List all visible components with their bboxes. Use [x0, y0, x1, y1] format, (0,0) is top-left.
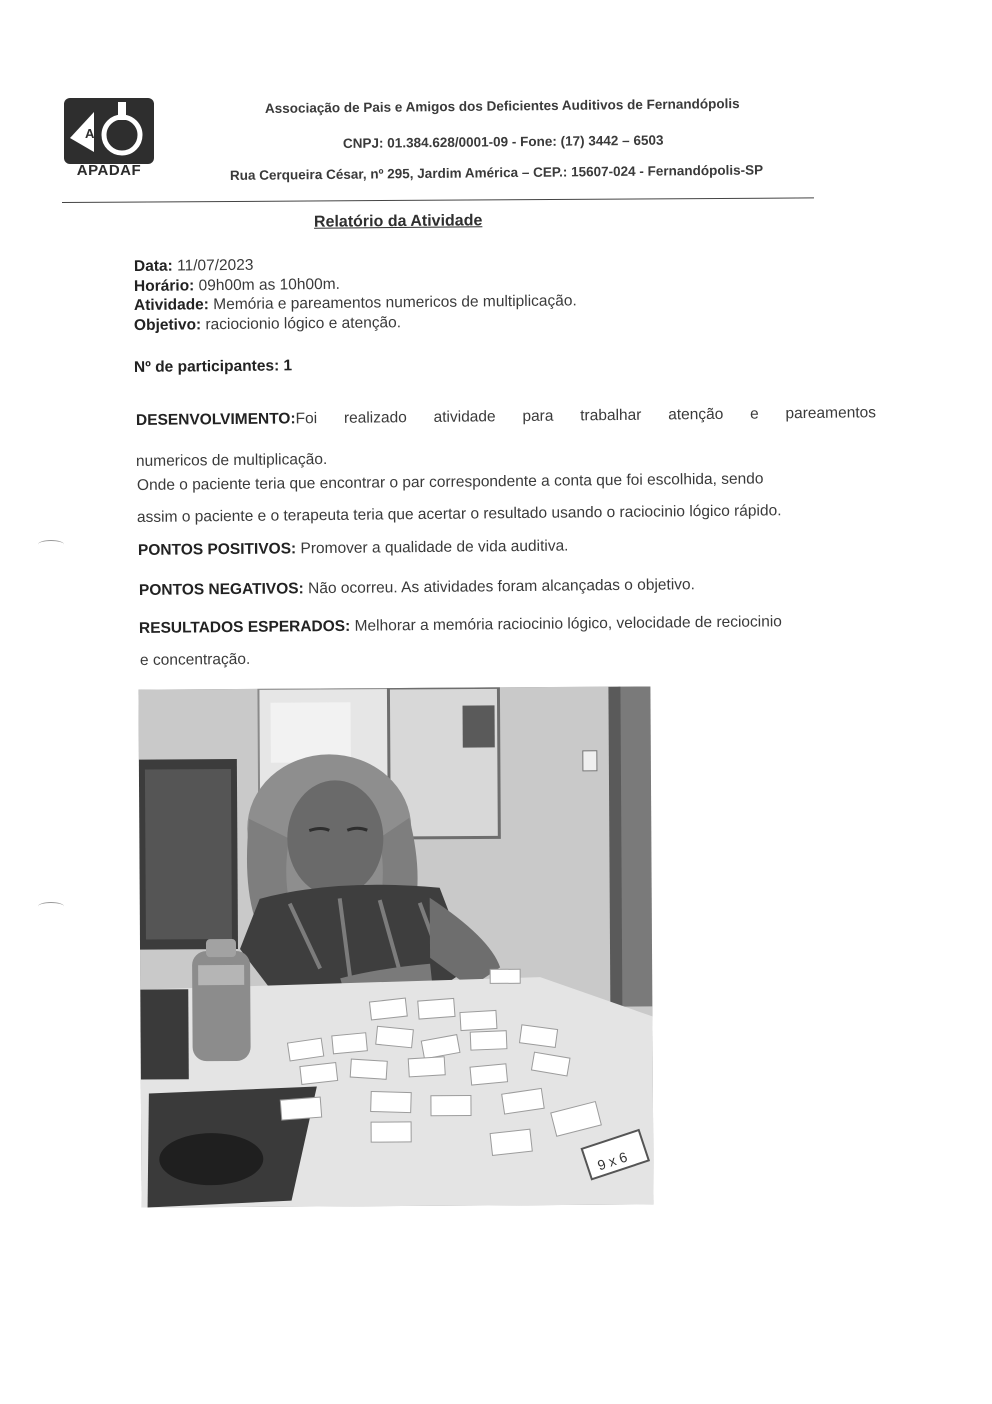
resultados-esperados-line-2: e concentração.: [139, 650, 251, 669]
pontos-negativos-label: PONTOS NEGATIVOS:: [138, 580, 304, 599]
field-data-value: 11/07/2023: [176, 256, 254, 275]
organization-name: Associação de Pais e Amigos dos Deficientes Auditivos de Fernandópolis: [264, 96, 740, 116]
pontos-positivos-label: PONTOS POSITIVOS:: [137, 540, 297, 559]
onde-paragraph: Onde o paciente teria que encontrar o par correspondente a conta que foi escolhida, sendo: [136, 470, 764, 494]
pontos-negativos: [139, 576, 695, 600]
desenvolvimento-line-2: numericos de multiplicação.: [135, 450, 328, 470]
activity-photo: [138, 686, 653, 1207]
field-participantes: Nº de participantes: 1: [133, 357, 293, 376]
field-objetivo-value: raciocionio lógico e atenção.: [205, 314, 402, 334]
scan-margin-mark: [38, 902, 64, 911]
pontos-positivos: [138, 537, 569, 560]
desenvolvimento-text: Foi realizado atividade para trabalhar atenção e pareamentos: [295, 404, 877, 428]
field-horario-value: 09h00m as 10h00m.: [198, 275, 341, 295]
desenvolvimento-label: DESENVOLVIMENTO:: [135, 410, 296, 429]
field-data: [134, 257, 254, 276]
scan-margin-mark: [38, 540, 64, 549]
field-horario-label: Horário:: [133, 277, 195, 295]
resultados-esperados-label: RESULTADOS ESPERADOS:: [138, 617, 351, 637]
activity-photo-illustration: [138, 686, 653, 1207]
apadaf-logo: [62, 98, 156, 180]
assim-paragraph: assim o paciente e o terapeuta teria que acertar o resultado usando o raciocinio lógico rápido.: [136, 502, 782, 526]
logo-text: APADAF: [76, 162, 142, 179]
apadaf-logo-mark-icon: [64, 98, 154, 164]
field-atividade-value: Memória e pareamentos numericos de multiplicação.: [213, 292, 577, 314]
field-objetivo-label: Objetivo:: [133, 316, 202, 334]
field-data-label: Data:: [133, 257, 173, 275]
pontos-negativos-text: Não ocorreu. As atividades foram alcançadas o objetivo.: [307, 576, 696, 598]
svg-text:A: A: [85, 126, 95, 141]
report-title: Relatório da Atividade: [313, 212, 483, 231]
photo-card-label: 9 x 6: [595, 1148, 630, 1174]
field-objetivo: [134, 314, 401, 335]
field-horario: [134, 276, 340, 296]
resultados-esperados-text: Melhorar a memória raciocinio lógico, velocidade de reciocinio: [354, 613, 782, 635]
header-divider: [62, 197, 814, 203]
desenvolvimento-paragraph: [136, 404, 876, 430]
pontos-positivos-text: Promover a qualidade de vida auditiva.: [300, 537, 569, 558]
resultados-esperados: [139, 613, 782, 638]
field-atividade: [134, 292, 577, 315]
field-atividade-label: Atividade:: [133, 296, 210, 314]
organization-address: Rua Cerqueira César, nº 295, Jardim América – CEP.: 15607-024 - Fernandópolis-SP: [229, 162, 764, 183]
organization-cnpj-phone: CNPJ: 01.384.628/0001-09 - Fone: (17) 3442 – 6503: [342, 132, 664, 151]
